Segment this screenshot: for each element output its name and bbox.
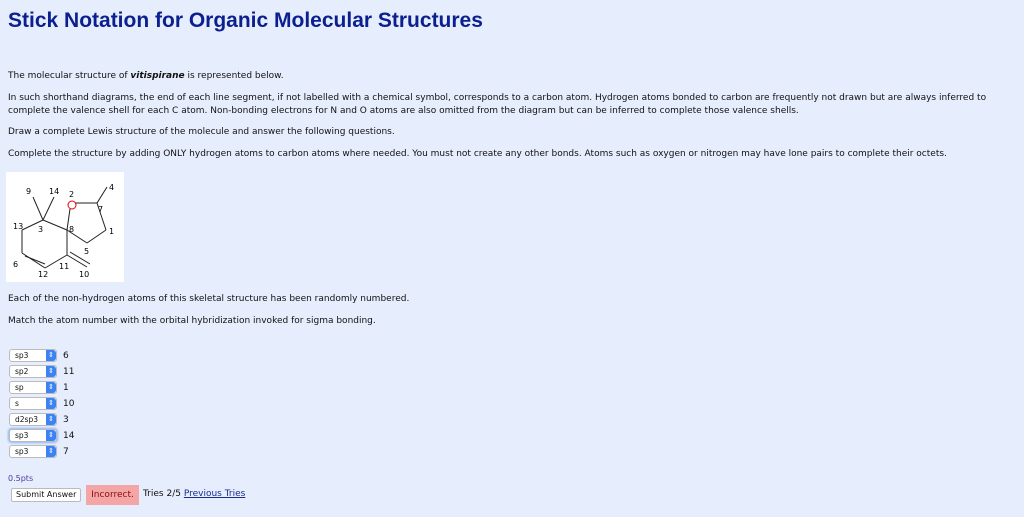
complete-instruction: Complete the structure by adding ONLY hydrogen atoms to carbon atoms where needed. You must not create any other bonds. Atoms such as oxygen or nitrogen may have lone pairs to complete their octets. <box>8 149 947 159</box>
numbering-note: Each of the non-hydrogen atoms of this skeletal structure has been randomly numbered. <box>8 294 410 304</box>
select-arrows-icon: ⇕ <box>46 414 56 425</box>
points-value: 0.5pts <box>8 474 34 483</box>
hybridization-select[interactable] <box>9 381 57 394</box>
answer-row <box>9 445 69 458</box>
selected-value: sp2 <box>15 367 29 376</box>
selected-value: d2sp3 <box>15 415 38 424</box>
atom-number: 6 <box>63 350 69 361</box>
select-arrows-icon: ⇕ <box>46 446 56 457</box>
selected-value: sp3 <box>15 351 29 360</box>
molecule-diagram <box>6 172 124 282</box>
answer-row <box>9 349 69 362</box>
answer-row <box>9 429 74 442</box>
atom-label-4: 4 <box>109 183 115 192</box>
select-arrows-icon: ⇕ <box>46 382 56 393</box>
intro-pre: The molecular structure of <box>8 71 131 81</box>
atom-number: 11 <box>63 366 75 377</box>
skeletal-structure <box>6 172 124 282</box>
atom-label-13: 13 <box>13 222 24 231</box>
select-arrows-icon: ⇕ <box>46 366 56 377</box>
select-arrows-icon: ⇕ <box>46 398 56 409</box>
atom-label-11: 11 <box>59 262 70 271</box>
select-arrows-icon: ⇕ <box>46 350 56 361</box>
intro-text <box>8 70 1018 83</box>
atom-label-6: 6 <box>13 260 19 269</box>
hybridization-select[interactable] <box>9 349 57 362</box>
selected-value: sp3 <box>15 431 29 440</box>
selected-value: s <box>15 399 19 408</box>
atom-number: 1 <box>63 382 69 393</box>
answer-row <box>9 381 69 394</box>
hybridization-select[interactable] <box>9 429 57 442</box>
answer-row <box>9 397 74 410</box>
tries-info <box>143 489 245 499</box>
atom-label-14: 14 <box>49 187 60 196</box>
atom-label-8: 8 <box>69 225 75 234</box>
atom-label-12: 12 <box>38 270 49 279</box>
atom-label-7: 7 <box>98 205 104 214</box>
atom-number: 7 <box>63 446 69 457</box>
atom-label-3: 3 <box>38 225 44 234</box>
selected-value: sp <box>15 383 24 392</box>
atom-label-10: 10 <box>79 270 90 279</box>
tries-count: Tries 2/5 <box>143 489 181 499</box>
instructions-paragraph: In such shorthand diagrams, the end of each line segment, if not labelled with a chemical symbol, corresponds to a carbon atom. Hydrogen atoms bonded to carbon are frequently not drawn but are always inferred to complete the valence shell for each C atom. Non-bonding electrons for N and O atoms are also omitted from the diagram but can be inferred to complete those valence shells. <box>8 93 987 116</box>
intro-post: is represented below. <box>184 71 284 81</box>
select-arrows-icon: ⇕ <box>46 430 56 441</box>
submit-answer-button[interactable]: Submit Answer <box>11 488 81 502</box>
previous-tries-link[interactable]: Previous Tries <box>183 489 246 499</box>
molecule-name: vitispirane <box>130 71 185 81</box>
answer-row <box>9 413 69 426</box>
atom-label-1: 1 <box>109 227 115 236</box>
atom-number: 14 <box>63 430 75 441</box>
atom-label-2: 2 <box>69 190 75 199</box>
atom-label-5: 5 <box>84 247 90 256</box>
atom-number: 3 <box>63 414 69 425</box>
answer-row <box>9 365 74 378</box>
atom-number: 10 <box>63 398 75 409</box>
status-badge: Incorrect. <box>86 485 139 505</box>
match-instruction: Match the atom number with the orbital hybridization invoked for sigma bonding. <box>8 316 376 326</box>
selected-value: sp3 <box>15 447 29 456</box>
hybridization-select[interactable] <box>9 365 57 378</box>
hybridization-select[interactable] <box>9 445 57 458</box>
atom-label-9: 9 <box>26 187 32 196</box>
draw-instruction: Draw a complete Lewis structure of the molecule and answer the following questions. <box>8 127 395 137</box>
page-title: Stick Notation for Organic Molecular Structures <box>8 9 483 32</box>
oxygen-atom <box>68 201 76 209</box>
hybridization-select[interactable] <box>9 413 57 426</box>
hybridization-select[interactable] <box>9 397 57 410</box>
